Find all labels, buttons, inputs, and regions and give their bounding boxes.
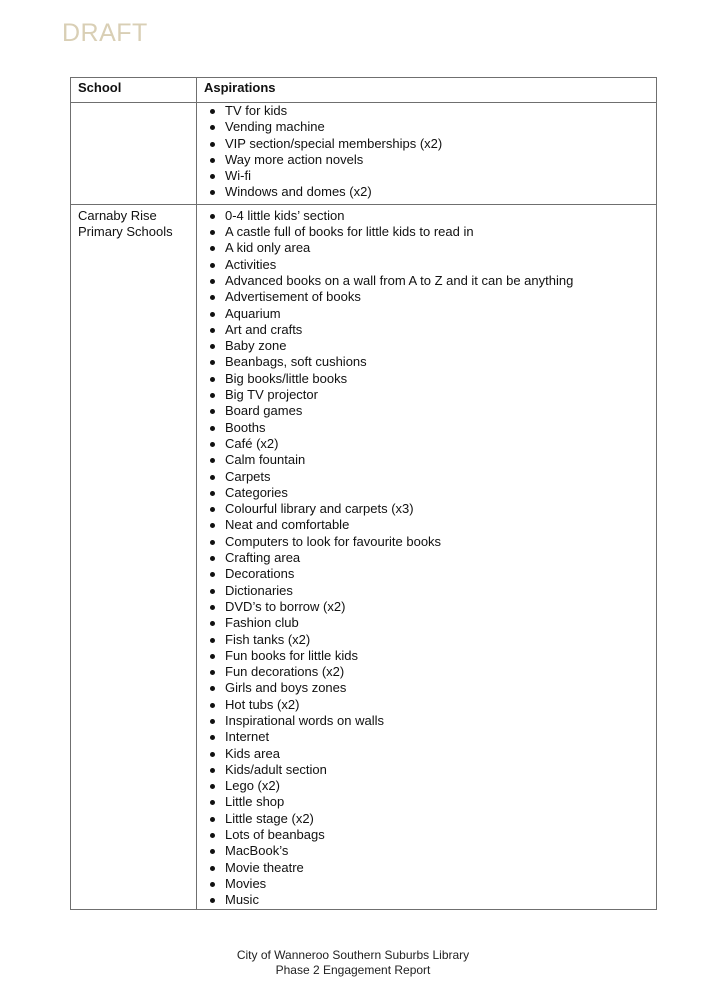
list-item: Lego (x2) bbox=[204, 778, 649, 794]
school-cell bbox=[71, 103, 197, 205]
list-item: Calm fountain bbox=[204, 452, 649, 468]
list-item: Kids area bbox=[204, 746, 649, 762]
list-item: Advanced books on a wall from A to Z and it can be anything bbox=[204, 273, 649, 289]
list-item: Dictionaries bbox=[204, 583, 649, 599]
list-item: Little shop bbox=[204, 794, 649, 810]
list-item: Girls and boys zones bbox=[204, 680, 649, 696]
list-item: Activities bbox=[204, 257, 649, 273]
list-item: Baby zone bbox=[204, 338, 649, 354]
list-item: Wi-fi bbox=[204, 168, 649, 184]
list-item: Big TV projector bbox=[204, 387, 649, 403]
list-item: Internet bbox=[204, 729, 649, 745]
list-item: Windows and domes (x2) bbox=[204, 184, 649, 200]
list-item: Crafting area bbox=[204, 550, 649, 566]
header-aspirations: Aspirations bbox=[197, 78, 657, 103]
list-item: Categories bbox=[204, 485, 649, 501]
list-item: Advertisement of books bbox=[204, 289, 649, 305]
list-item: TV for kids bbox=[204, 103, 649, 119]
list-item: Carpets bbox=[204, 469, 649, 485]
list-item: Computers to look for favourite books bbox=[204, 534, 649, 550]
draft-watermark: DRAFT bbox=[62, 19, 148, 47]
list-item: Music bbox=[204, 892, 649, 908]
list-item: Colourful library and carpets (x3) bbox=[204, 501, 649, 517]
list-item: Little stage (x2) bbox=[204, 811, 649, 827]
list-item: Fun books for little kids bbox=[204, 648, 649, 664]
list-item: Big books/little books bbox=[204, 371, 649, 387]
list-item: Art and crafts bbox=[204, 322, 649, 338]
table-header-row bbox=[71, 78, 657, 103]
list-item: Lots of beanbags bbox=[204, 827, 649, 843]
list-item: DVD’s to borrow (x2) bbox=[204, 599, 649, 615]
list-item: Hot tubs (x2) bbox=[204, 697, 649, 713]
list-item: Decorations bbox=[204, 566, 649, 582]
list-item: VIP section/special memberships (x2) bbox=[204, 136, 649, 152]
list-item: A castle full of books for little kids to read in bbox=[204, 224, 649, 240]
aspirations-list bbox=[204, 103, 649, 201]
list-item: Kids/adult section bbox=[204, 762, 649, 778]
list-item: Board games bbox=[204, 403, 649, 419]
footer-line-2: Phase 2 Engagement Report bbox=[275, 963, 431, 977]
header-school: School bbox=[71, 78, 197, 103]
list-item: Fashion club bbox=[204, 615, 649, 631]
aspirations-cell bbox=[197, 103, 657, 205]
list-item: Movie theatre bbox=[204, 860, 649, 876]
table-row bbox=[71, 204, 657, 909]
list-item: Vending machine bbox=[204, 119, 649, 135]
list-item: Neat and comfortable bbox=[204, 517, 649, 533]
list-item: A kid only area bbox=[204, 240, 649, 256]
list-item: Way more action novels bbox=[204, 152, 649, 168]
list-item: Beanbags, soft cushions bbox=[204, 354, 649, 370]
table-row bbox=[71, 103, 657, 205]
aspirations-table bbox=[70, 77, 657, 910]
list-item: Movies bbox=[204, 876, 649, 892]
aspirations-cell bbox=[197, 204, 657, 909]
list-item: Booths bbox=[204, 420, 649, 436]
list-item: Aquarium bbox=[204, 306, 649, 322]
list-item: Fish tanks (x2) bbox=[204, 632, 649, 648]
list-item: Fun decorations (x2) bbox=[204, 664, 649, 680]
school-cell: Carnaby Rise Primary Schools bbox=[71, 204, 197, 909]
list-item: MacBook’s bbox=[204, 843, 649, 859]
list-item: Café (x2) bbox=[204, 436, 649, 452]
aspirations-list bbox=[204, 208, 649, 909]
page-footer bbox=[0, 948, 706, 978]
list-item: Inspirational words on walls bbox=[204, 713, 649, 729]
footer-line-1: City of Wanneroo Southern Suburbs Library bbox=[236, 948, 470, 962]
list-item: 0-4 little kids’ section bbox=[204, 208, 649, 224]
